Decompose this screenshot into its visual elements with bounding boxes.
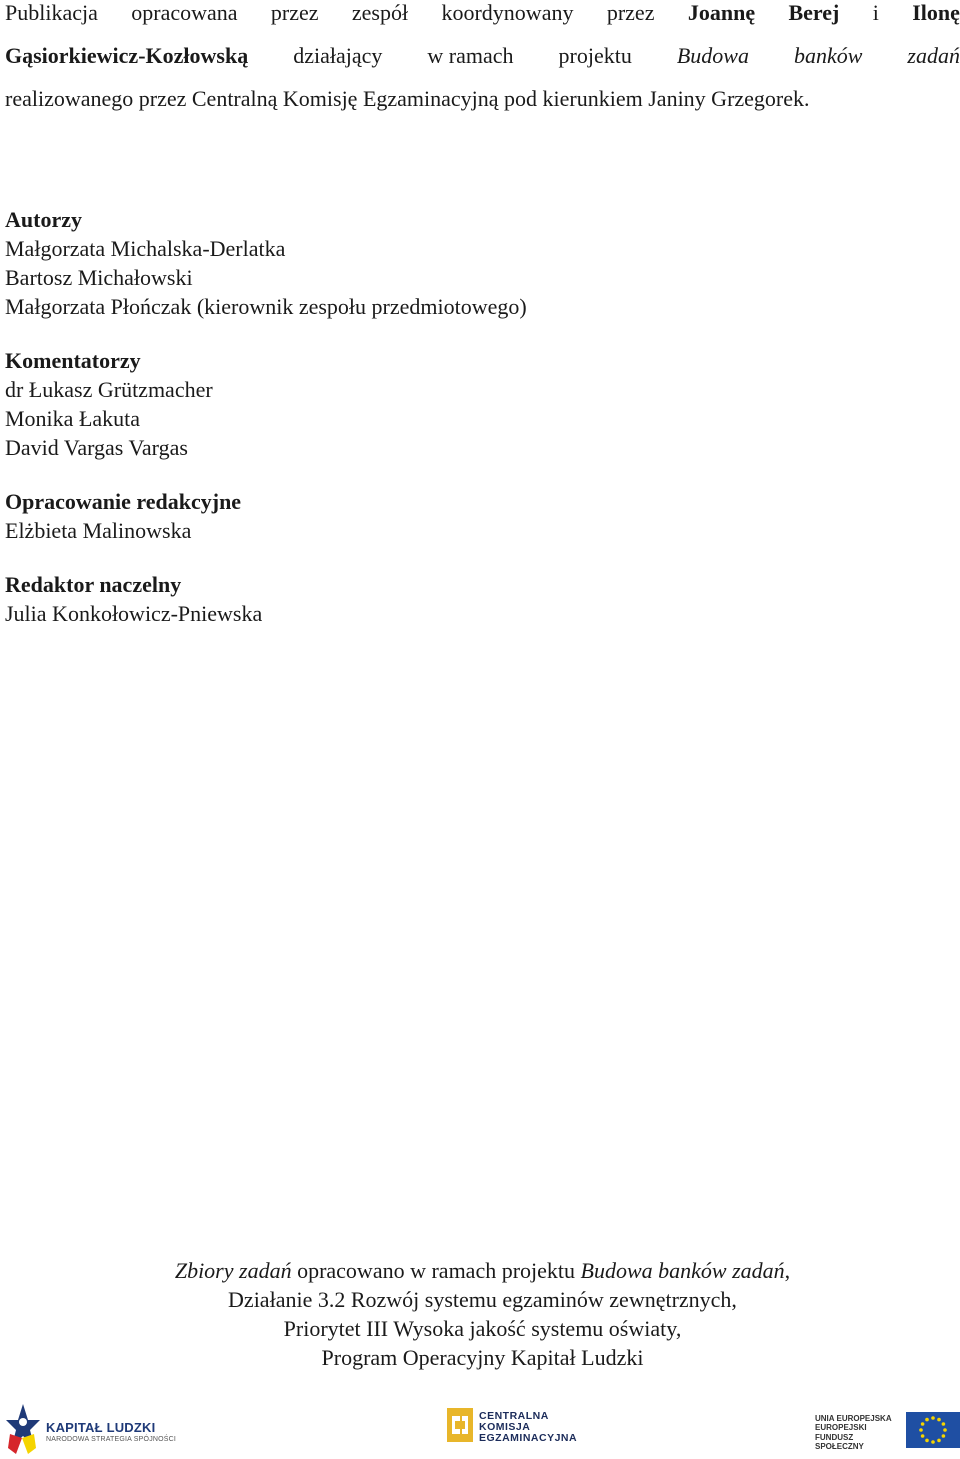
project-name-word: banków [793,43,863,68]
intro-word: przez [270,0,319,25]
eu-line: UNIA EUROPEJSKA [815,1413,892,1423]
logo-bar [0,1398,960,1459]
intro-word: Publikacja [5,0,98,25]
cke-line: CENTRALNA [479,1410,549,1422]
credits-name: Małgorzata Płończak (kierownik zespołu przedmiotowego) [5,294,527,319]
coordinator-2-last-name: Gąsiorkiewicz-Kozłowską [5,43,249,68]
coordinator-2-first-name: Ilonę [912,0,960,25]
intro-word: opracowana [131,0,238,25]
credits-name: Małgorzata Michalska-Derlatka [5,236,286,261]
credits-group-commentators [5,346,527,462]
intro-line-1 [5,0,960,43]
intro-line-3: realizowanego przez Centralną Komisję Egzaminacyjną pod kierunkiem Janiny Grzegorek. [5,86,810,111]
funding-note-line-2: Działanie 3.2 Rozwój systemu egzaminów zewnętrznych, [228,1287,737,1312]
project-name-word: Budowa [676,43,749,68]
kapital-ludzki-star-icon [6,1404,40,1459]
intro-word: projektu [558,43,632,68]
intro-conjunction: i [872,0,879,25]
kapital-ludzki-logo [6,1404,176,1459]
eu-line: EUROPEJSKI [815,1423,867,1432]
project-name-word: zadań [907,43,960,68]
coordinator-last-name: Berej [788,0,840,25]
credits-group-editor-in-chief [5,570,527,628]
intro-paragraph [5,0,960,129]
intro-word: w ramach [427,43,514,68]
credits-name: dr Łukasz Grützmacher [5,377,213,402]
credits-group-editing [5,487,527,545]
cke-line: EGZAMINACYJNA [479,1432,578,1444]
credits-heading: Opracowanie redakcyjne [5,489,242,514]
eu-text [815,1414,900,1452]
funding-note [0,1256,960,1372]
eu-flag-icon [906,1412,960,1453]
credits-name: Bartosz Michałowski [5,265,193,290]
credits-name: Julia Konkołowicz-Pniewska [5,601,263,626]
funding-note-line-3: Priorytet III Wysoka jakość systemu oświaty, [283,1316,682,1341]
credits-group-authors [5,205,527,321]
kapital-ludzki-title: KAPITAŁ LUDZKI [46,1420,156,1435]
intro-word: koordynowany [441,0,574,25]
credits-name: Monika Łakuta [5,406,141,431]
intro-word: przez [606,0,655,25]
funding-italic: Zbiory zadań [174,1258,292,1283]
cke-emblem-icon [447,1408,473,1447]
credits-heading: Redaktor naczelny [5,572,182,597]
funding-text: , [784,1258,791,1283]
intro-word: zespół [351,0,409,25]
coordinator-first-name: Joannę [687,0,756,25]
credits-name: Elżbieta Malinowska [5,518,192,543]
kapital-ludzki-subtitle: NARODOWA STRATEGIA SPÓJNOŚCI [46,1436,177,1443]
cke-line: KOMISJA [479,1421,531,1433]
funding-text: opracowano w ramach projektu [291,1258,581,1283]
funding-note-line-4: Program Operacyjny Kapitał Ludzki [321,1345,644,1370]
funding-italic: Budowa banków zadań [580,1258,785,1283]
cke-logo [447,1408,577,1447]
credits-section [5,205,527,653]
credits-heading: Komentatorzy [5,348,141,373]
eu-line: FUNDUSZ SPOŁECZNY [815,1432,864,1451]
intro-word: działający [293,43,383,68]
cke-text [479,1411,577,1444]
credits-name: David Vargas Vargas [5,435,188,460]
kapital-ludzki-text [46,1420,176,1443]
intro-line-2 [5,43,960,86]
credits-heading: Autorzy [5,207,82,232]
eu-logo [815,1412,960,1453]
funding-note-line-1 [0,1256,960,1285]
